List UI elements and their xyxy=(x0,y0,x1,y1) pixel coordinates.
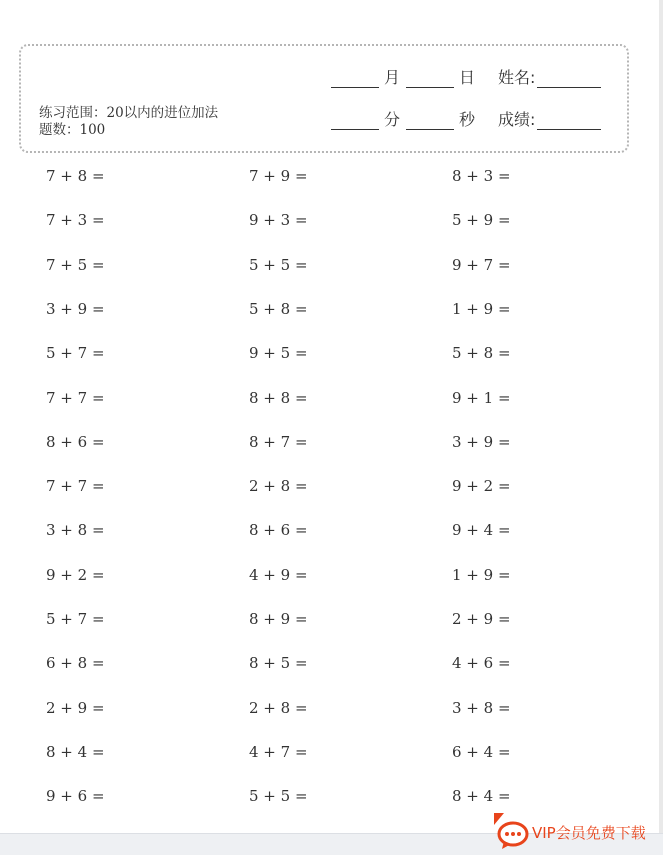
problem-item: 6 + 4 = xyxy=(452,742,511,761)
vip-download-badge[interactable] xyxy=(494,813,646,851)
chat-bubble-icon xyxy=(494,813,530,851)
problem-item: 8 + 6 = xyxy=(249,521,308,540)
month-blank[interactable] xyxy=(331,70,379,88)
problem-item: 8 + 3 = xyxy=(452,167,511,185)
problem-item: 2 + 9 = xyxy=(452,610,511,628)
score-blank[interactable] xyxy=(537,112,601,130)
problem-item: 5 + 7 = xyxy=(46,610,105,628)
problem-item: 6 + 8 = xyxy=(46,654,105,673)
problem-item: 5 + 8 = xyxy=(452,344,511,363)
problem-item: 9 + 4 = xyxy=(452,521,511,540)
problem-item: 3 + 9 = xyxy=(452,432,511,451)
minute-blank[interactable] xyxy=(331,112,379,130)
problem-item: 8 + 9 = xyxy=(249,610,308,628)
problem-item: 4 + 7 = xyxy=(249,742,308,761)
problem-item: 4 + 6 = xyxy=(452,654,511,673)
problem-item: 8 + 4 = xyxy=(452,787,511,806)
problem-item: 7 + 7 = xyxy=(46,388,105,407)
problem-item: 5 + 5 = xyxy=(249,255,308,274)
name-blank[interactable] xyxy=(537,70,601,88)
problem-item: 9 + 1 = xyxy=(452,388,511,407)
worksheet-header xyxy=(19,44,629,153)
problem-item: 7 + 3 = xyxy=(46,211,105,230)
problem-item: 3 + 9 = xyxy=(46,299,105,318)
problem-item: 2 + 9 = xyxy=(46,698,105,717)
problem-item: 9 + 7 = xyxy=(452,255,511,274)
second-label: 秒 xyxy=(459,110,476,129)
problem-item: 5 + 9 = xyxy=(452,211,511,230)
problem-item: 3 + 8 = xyxy=(452,698,511,717)
day-label: 日 xyxy=(459,68,476,87)
problem-item: 2 + 8 = xyxy=(249,698,308,717)
name-label: 姓名: xyxy=(498,68,536,87)
day-blank[interactable] xyxy=(406,70,454,88)
problem-item: 3 + 8 = xyxy=(46,521,105,540)
problem-item: 9 + 5 = xyxy=(249,344,308,363)
practice-scope: 练习范围：20以内的进位加法 题数：100 xyxy=(39,105,219,138)
date-row xyxy=(331,68,601,88)
problem-item: 8 + 7 = xyxy=(249,432,308,451)
month-label: 月 xyxy=(384,68,401,87)
problem-item: 8 + 5 = xyxy=(249,654,308,673)
problem-item: 4 + 9 = xyxy=(249,565,308,584)
problem-item: 2 + 8 = xyxy=(249,477,308,496)
problem-item: 8 + 4 = xyxy=(46,742,105,761)
problem-item: 7 + 9 = xyxy=(249,167,308,185)
page-edge xyxy=(659,0,663,855)
problem-item: 8 + 6 = xyxy=(46,432,105,451)
problem-item: 8 + 8 = xyxy=(249,388,308,407)
problem-item: 9 + 2 = xyxy=(46,565,105,584)
problem-item: 5 + 8 = xyxy=(249,299,308,318)
time-row xyxy=(331,110,601,130)
vip-download-text: VIP会员免费下载 xyxy=(532,823,646,842)
problem-item: 9 + 6 = xyxy=(46,787,105,806)
problem-item: 5 + 5 = xyxy=(249,787,308,806)
second-blank[interactable] xyxy=(406,112,454,130)
problem-item: 7 + 5 = xyxy=(46,255,105,274)
problem-item: 1 + 9 = xyxy=(452,299,511,318)
problem-item: 7 + 7 = xyxy=(46,477,105,496)
minute-label: 分 xyxy=(384,110,401,129)
problem-item: 7 + 8 = xyxy=(46,167,105,185)
problem-item: 9 + 2 = xyxy=(452,477,511,496)
problem-item: 1 + 9 = xyxy=(452,565,511,584)
problem-item: 5 + 7 = xyxy=(46,344,105,363)
problem-item: 9 + 3 = xyxy=(249,211,308,230)
score-label: 成绩: xyxy=(498,110,536,129)
